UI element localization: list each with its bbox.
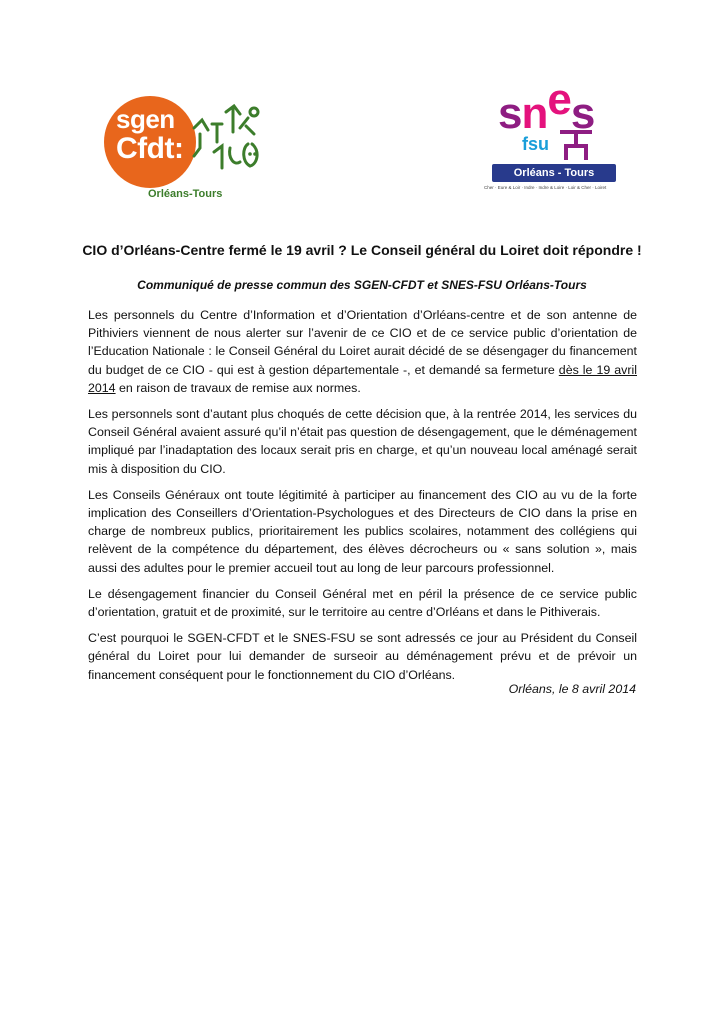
sgen-logo-subtitle: Orléans-Tours bbox=[148, 188, 223, 200]
paragraph-1-underlined-date: dès le 19 avril 2014 bbox=[88, 362, 637, 395]
snes-logo-fsu: fsu bbox=[522, 134, 549, 154]
document-body bbox=[88, 306, 637, 692]
paragraph-5: C’est pourquoi le SGEN-CFDT et le SNES-FSU se sont adressés ce jour au Président du Conseil général du Loiret pour lui demander de surseoir au déménagement prévu et de prévoir un financement conséquent pour le fonctionnement du CIO d’Orléans. bbox=[88, 631, 637, 682]
snes-logo-letter-n: n bbox=[521, 89, 548, 138]
snes-logo-letter-s2: s bbox=[570, 89, 595, 138]
paragraph-1 bbox=[88, 306, 637, 397]
sgen-logo-line2: Cfdt: bbox=[116, 132, 184, 165]
signature-date: Orléans, le 8 avril 2014 bbox=[508, 682, 636, 696]
paragraph-2: Les personnels sont d’autant plus choqués de cette décision que, à la rentrée 2014, les services du Conseil Général avaient assuré qu’il n’était pas question de désengagement, que le déménagement impliqué par l’inadaptation des locaux serait pris en charge, et qu’un nouveau local aménagé serait mis à disposition du CIO. bbox=[88, 407, 637, 476]
snes-logo-departments: Cher · Eure & Loir · Indre · Indre & Loire · Loir & Cher · Loiret bbox=[484, 185, 607, 190]
paragraph-3: Les Conseils Généraux ont toute légitimité à participer au financement des CIO au vu de la forte implication des Conseillers d’Orientation-Psychologues et des Directeurs de CIO dans la prise en charge de nombreux publics, prioritairement les publics scolaires, notamment des collégiens qui relèvent de la compétence du département, des élèves décrocheurs ou « sans solution », mais aussi des adultes pour le premier accueil tout au long de leur parcours professionnel. bbox=[88, 487, 637, 575]
snes-logo-letter-s1: s bbox=[498, 89, 522, 138]
document-subtitle: Communiqué de presse commun des SGEN-CFDT et SNES-FSU Orléans-Tours bbox=[137, 278, 587, 292]
snes-figure-icon bbox=[552, 116, 602, 161]
sgen-cfdt-logo bbox=[96, 92, 286, 202]
sgen-logo-line1: sgen bbox=[116, 104, 175, 134]
snes-logo-letter-e: e bbox=[547, 75, 571, 124]
sgen-logo-text bbox=[116, 106, 183, 164]
document-title: CIO d’Orléans-Centre fermé le 19 avril ? Le Conseil général du Loiret doit répondre ! bbox=[82, 242, 642, 258]
paragraph-1-text-end: en raison de travaux de remise aux normes. bbox=[115, 380, 361, 395]
paragraph-4: Le désengagement financier du Conseil Général met en péril la présence de ce service public d’orientation, gratuit et de proximité, sur le territoire au centre d’Orléans et dans le Pithiverais. bbox=[88, 586, 637, 620]
sgen-figures-icon bbox=[188, 98, 268, 178]
snes-logo-band: Orléans - Tours bbox=[492, 164, 616, 182]
paragraph-1-text: Les personnels du Centre d’Information et d’Orientation d’Orléans-centre et de son antenne de Pithiviers viennent de nous alerter sur l’avenir de ce CIO et de ce service public d’orientation de l’Education Nationale : le Conseil Général du Loiret aurait décidé de se désengager du financement du budget de ce CIO - qui est à gestion départementale -, et demandé sa fermeture bbox=[88, 308, 637, 377]
snes-fsu-logo bbox=[484, 75, 632, 196]
